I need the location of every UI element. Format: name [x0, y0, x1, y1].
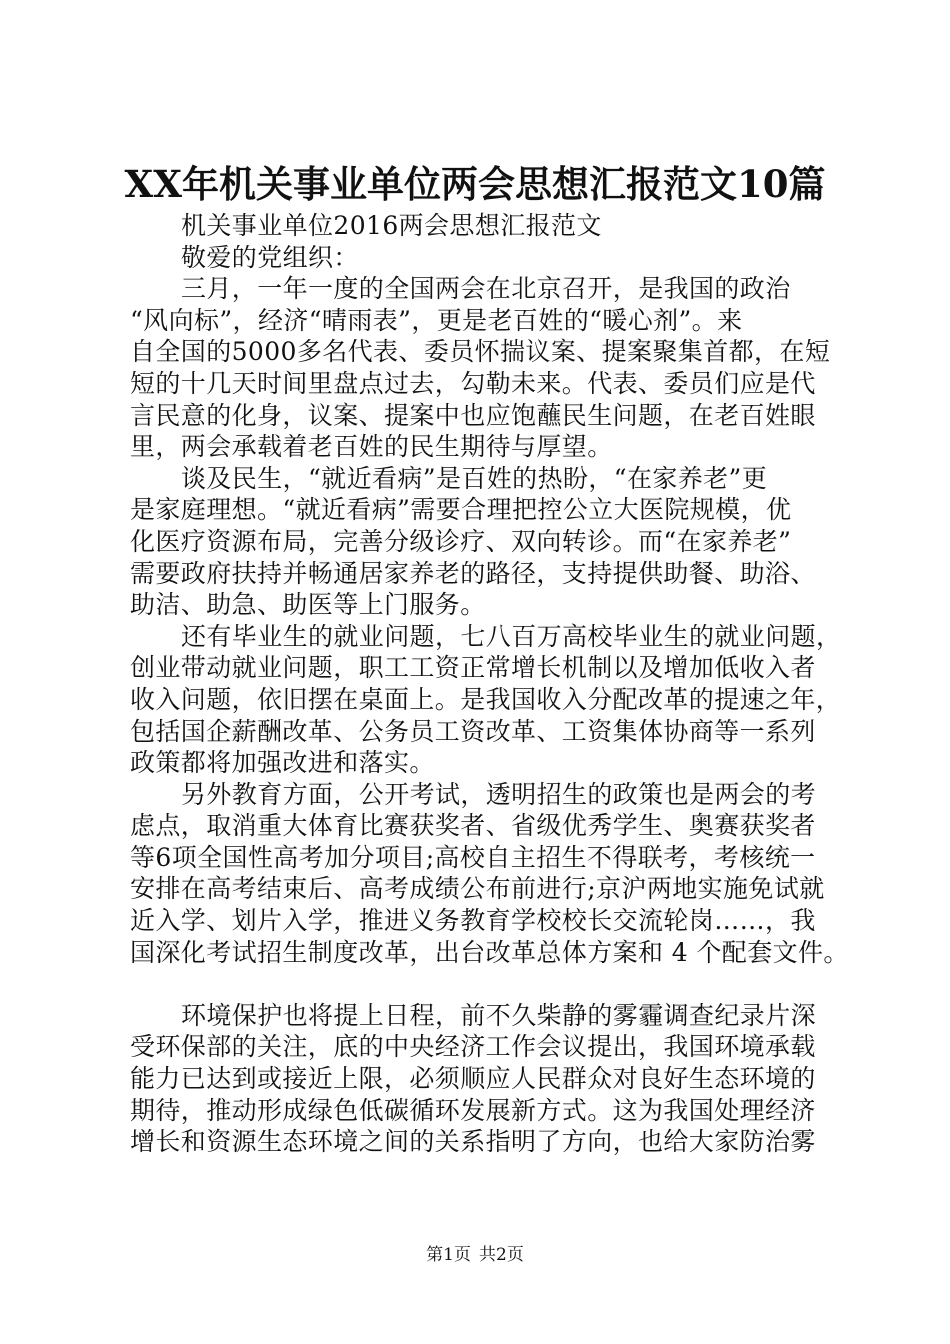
- paragraph-line: 等6项全国性高考加分项目;高校自主招生不得联考，考核统一: [130, 842, 816, 872]
- paragraph-line: 助洁、助急、助医等上门服务。: [130, 590, 486, 620]
- paragraph-line: 自全国的5000多名代表、委员怀揣议案、提案聚集首都，在短: [130, 337, 831, 367]
- paragraph-line: 里，两会承载着老百姓的民生期待与厚望。: [130, 432, 613, 462]
- paragraph-line: 包括国企薪酬改革、公务员工资改革、工资集体协商等一系列: [130, 716, 816, 746]
- paragraph-line: 还有毕业生的就业问题，七八百万高校毕业生的就业问题，: [181, 621, 842, 651]
- document-body: [130, 210, 849, 1158]
- paragraph-line: 虑点，取消重大体育比赛获奖者、省级优秀学生、奥赛获奖者: [130, 811, 816, 841]
- paragraph-line: 化医疗资源布局，完善分级诊疗、双向转诊。而“在家养老”: [130, 526, 792, 556]
- paragraph-line: 收入问题，依旧摆在桌面上。是我国收入分配改革的提速之年，: [130, 684, 842, 714]
- paragraph-line: 创业带动就业问题，职工工资正常增长机制以及增加低收入者: [130, 653, 816, 683]
- paragraph-gap: [130, 968, 830, 1000]
- document-title: XX年机关事业单位两会思想汇报范文10篇: [124, 162, 826, 206]
- paragraph-line: 期待，推动形成绿色低碳循环发展新方式。这为我国处理经济: [130, 1095, 816, 1125]
- paragraph-line: 国深化考试招生制度改革，出台改革总体方案和 4 个配套文件。: [130, 937, 849, 967]
- paragraph-line: 需要政府扶持并畅通居家养老的路径，支持提供助餐、助浴、: [130, 558, 816, 588]
- paragraph-line: 增长和资源生态环境之间的关系指明了方向，也给大家防治雾: [130, 1127, 816, 1157]
- paragraph-line: 环境保护也将提上日程，前不久柴静的雾霾调查纪录片深: [181, 1000, 817, 1030]
- page-footer: [0, 1243, 950, 1267]
- page-number: 第1页: [426, 1245, 471, 1265]
- paragraph-line: 三月，一年一度的全国两会在北京召开，是我国的政治: [181, 274, 791, 304]
- page-total: 共2页: [479, 1245, 524, 1265]
- paragraph-line: 言民意的化身，议案、提案中也应饱蘸民生问题，在老百姓眼: [130, 400, 816, 430]
- paragraph-line: “风向标”，经济“晴雨表”，更是老百姓的“暖心剂”。来: [130, 305, 743, 335]
- paragraph-line: 另外教育方面，公开考试，透明招生的政策也是两会的考: [181, 779, 817, 809]
- paragraph-line: 受环保部的关注，底的中央经济工作会议提出，我国环境承载: [130, 1032, 816, 1062]
- salutation: 敬爱的党组织：: [181, 242, 359, 272]
- paragraph-line: 是家庭理想。“就近看病”需要合理把控公立大医院规模，优: [130, 495, 792, 525]
- document-subtitle: 机关事业单位2016两会思想汇报范文: [181, 211, 602, 240]
- paragraph-line: 政策都将加强改进和落实。: [130, 748, 435, 778]
- paragraph-line: 短的十几天时间里盘点过去，勾勒未来。代表、委员们应是代: [130, 368, 816, 398]
- paragraph-line: 安排在高考结束后、高考成绩公布前进行;京沪两地实施免试就: [130, 874, 825, 904]
- paragraph-line: 谈及民生，“就近看病”是百姓的热盼，“在家养老”更: [181, 463, 768, 493]
- paragraph-line: 能力已达到或接近上限，必须顺应人民群众对良好生态环境的: [130, 1064, 816, 1094]
- paragraph-line: 近入学、划片入学，推进义务教育学校校长交流轮岗……，我: [130, 906, 816, 936]
